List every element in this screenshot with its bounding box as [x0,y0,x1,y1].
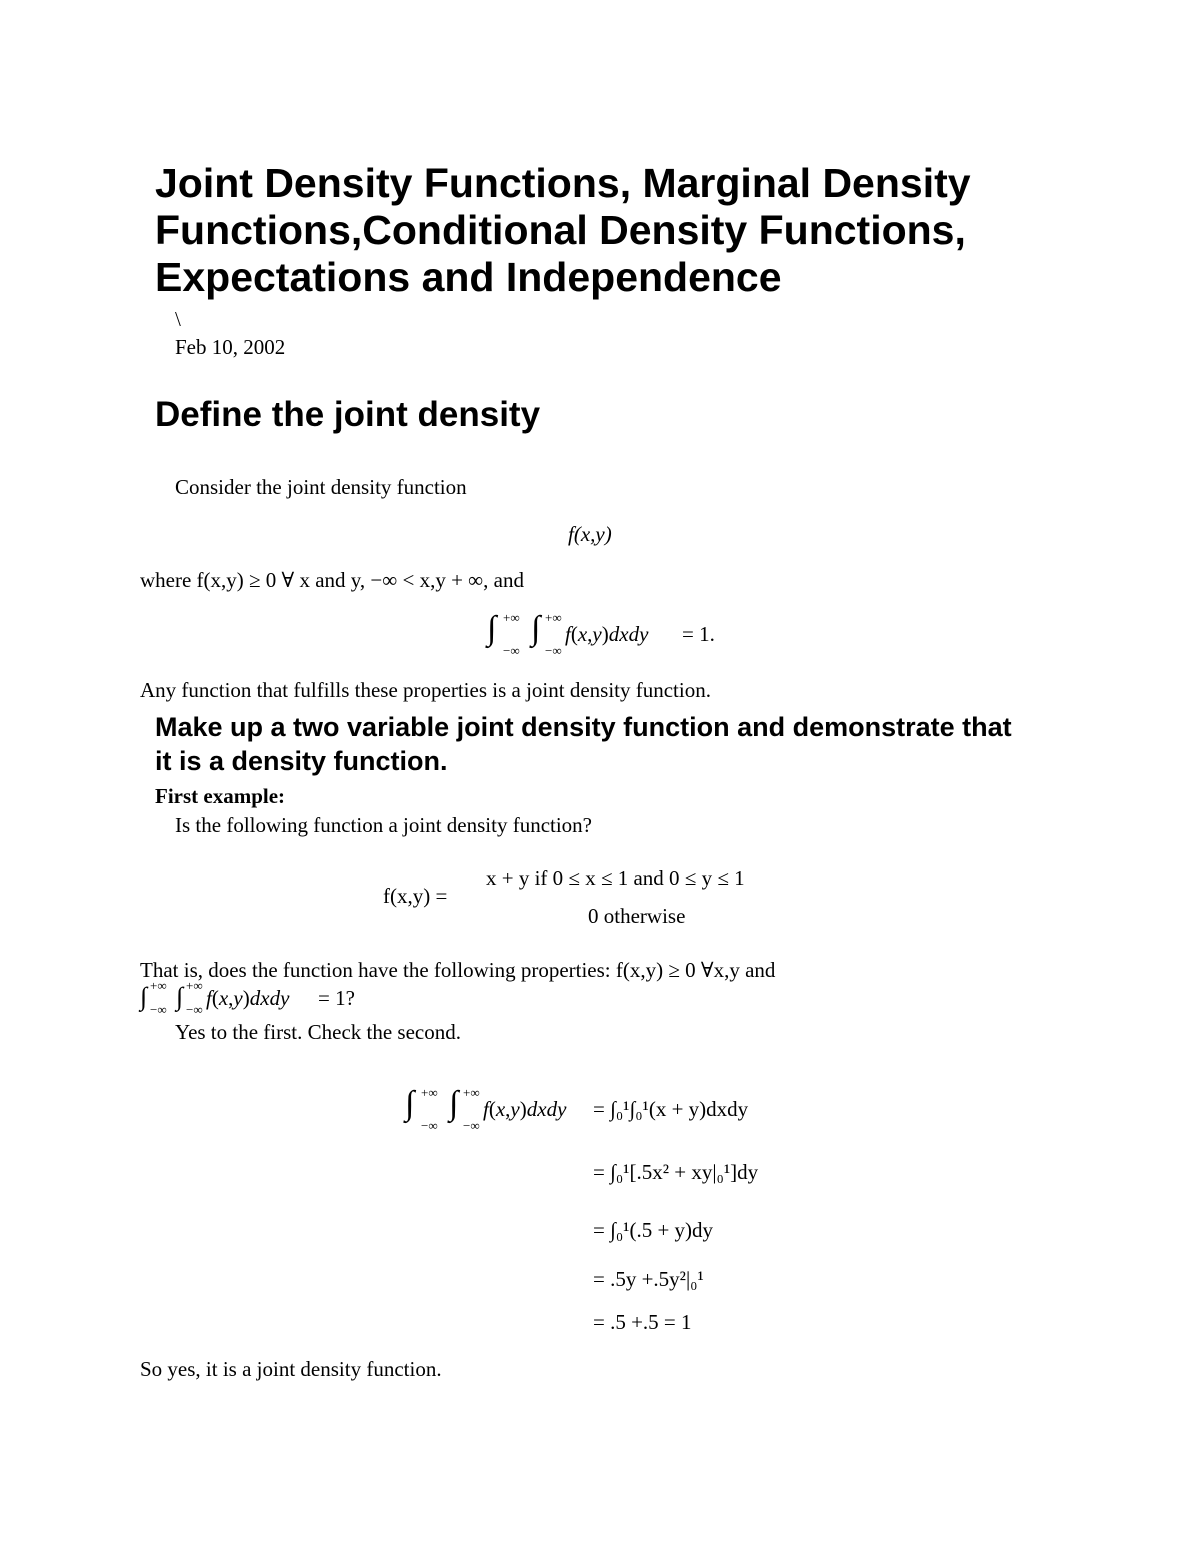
integrand: f(x,y)dxdy [206,986,290,1010]
title-line-3: Expectations and Independence [155,254,782,300]
upper-limit: +∞ [186,978,203,993]
integrand: f(x,y)dxdy [565,622,649,646]
date: Feb 10, 2002 [175,335,286,359]
inline-equals: = 1? [318,986,355,1010]
derivation-step: = .5 +.5 = 1 [593,1310,692,1334]
derivation-step: = ∫₀¹∫₀¹(x + y)dxdy [593,1097,749,1121]
first-example-label: First example: [155,784,286,808]
derivation-step: = .5y +.5y²|₀¹ [593,1267,704,1291]
section-heading-define: Define the joint density [155,395,541,434]
formula-fxy-text: f(x,y) [568,522,612,546]
backslash-mark: \ [175,307,181,331]
piecewise-lhs: f(x,y) = [383,884,448,908]
upper-limit: +∞ [150,978,167,993]
where-line: where f(x,y) ≥ 0 ∀ x and y, −∞ < x,y + ∞, and [140,568,524,592]
inline-double-integral [140,980,440,1020]
integral-equals-one: = 1. [682,622,715,646]
derivation-step: = ∫₀¹(.5 + y)dy [593,1218,714,1242]
double-integral-equation [487,610,727,660]
title-line-1: Joint Density Functions, Marginal Density [155,160,971,206]
integrand: f(x,y)dxdy [483,1097,567,1121]
lower-limit: −∞ [463,1118,480,1133]
formula-fxy [568,522,612,547]
upper-limit: +∞ [421,1085,438,1100]
title-line-2: Functions,Conditional Density Functions, [155,207,966,253]
integral-sign: ∫ [449,1085,459,1122]
lower-limit: −∞ [545,643,562,658]
derivation-lhs [405,1085,605,1135]
integral-sign: ∫ [405,1085,415,1122]
integral-sign: ∫ [531,610,541,647]
heading-line-2: it is a density function. [155,746,448,776]
piecewise-case-1: x + y if 0 ≤ x ≤ 1 and 0 ≤ y ≤ 1 [486,866,745,890]
conclusion-text: Any function that fulfills these properties is a joint density function. [140,678,711,702]
lower-limit: −∞ [503,643,520,658]
derivation-step: = ∫₀¹[.5x² + xy|₀¹]dy [593,1160,759,1184]
lower-limit: −∞ [421,1118,438,1133]
integral-sign: ∫ [487,610,497,647]
upper-limit: +∞ [463,1085,480,1100]
integral-sign: ∫ [140,982,148,1011]
yes-first-text: Yes to the first. Check the second. [175,1020,461,1044]
intro-text: Consider the joint density function [175,475,467,499]
lower-limit: −∞ [186,1002,203,1017]
final-text: So yes, it is a joint density function. [140,1357,442,1381]
upper-limit: +∞ [503,610,520,625]
heading-line-1: Make up a two variable joint density function and demonstrate that [155,712,1012,742]
page-title [155,160,971,301]
that-is-text: That is, does the function have the following properties: f(x,y) ≥ 0 ∀x,y and [140,958,776,982]
integral-sign: ∫ [176,982,184,1011]
upper-limit: +∞ [545,610,562,625]
lower-limit: −∞ [150,1002,167,1017]
section-heading-make-up [155,710,1012,778]
piecewise-case-2: 0 otherwise [588,904,686,928]
question-text: Is the following function a joint density function? [175,813,593,837]
